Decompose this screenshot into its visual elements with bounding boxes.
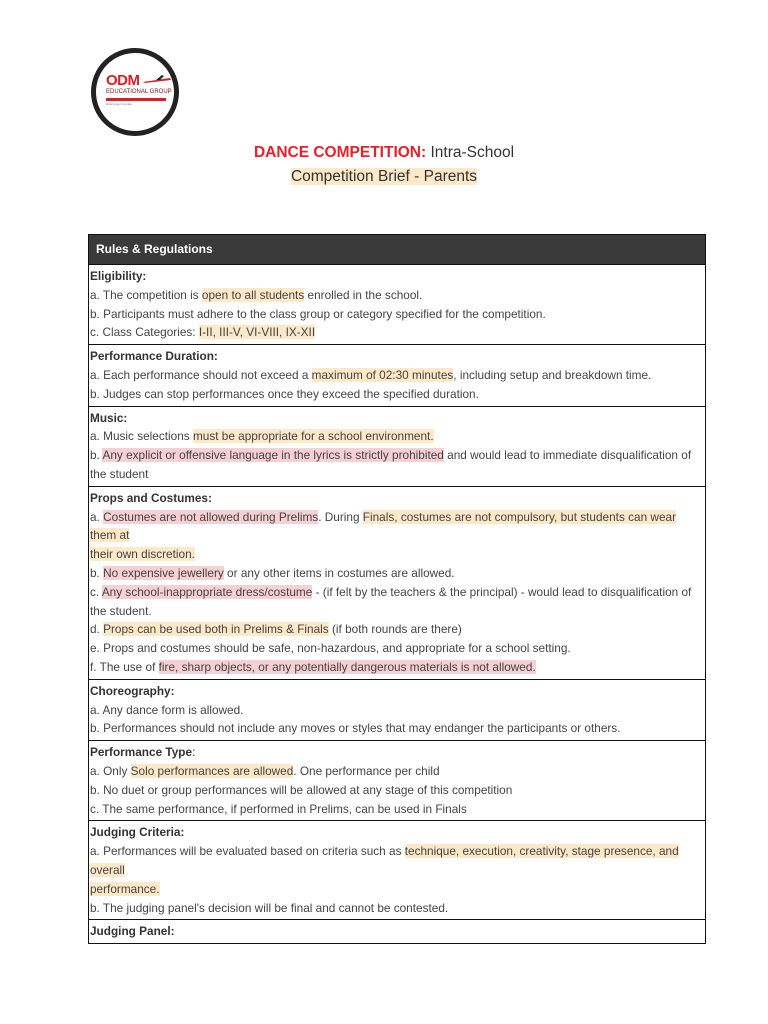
rule-text: b. Participants must adhere to the class group or category specified for the competition. <box>90 306 546 321</box>
rule-line <box>90 719 705 738</box>
rule-line <box>90 545 705 564</box>
rule-text: d. <box>90 622 104 637</box>
rule-line <box>90 564 705 583</box>
rule-line <box>90 781 705 800</box>
rule-line <box>90 701 705 720</box>
page-subtitle <box>0 168 768 186</box>
section-title-text: Music: <box>90 410 128 425</box>
highlighted-text: Costumes are not allowed during Prelims <box>103 509 319 524</box>
highlighted-text: No expensive jewellery <box>103 565 224 580</box>
title-rest: Intra-School <box>426 144 515 161</box>
rule-text: a. Any dance form is allowed. <box>90 702 244 717</box>
rule-line <box>90 842 705 880</box>
rule-line <box>90 800 705 819</box>
rules-table <box>88 234 706 944</box>
highlighted-text: fire, sharp objects, or any potentially dangerous materials is not allowed. <box>158 659 536 674</box>
highlighted-text: I-II, III-V, VI-VIII, IX-XII <box>198 325 316 340</box>
rule-line <box>90 366 705 385</box>
rule-section <box>89 740 705 820</box>
section-title <box>90 347 705 366</box>
rule-line <box>90 639 705 658</box>
section-title <box>90 267 705 286</box>
logo-tagline: Enterprise Innovate <box>106 102 133 106</box>
rule-text: e. Props and costumes should be safe, non-hazardous, and appropriate for a school setting. <box>90 641 571 656</box>
rule-line <box>90 602 705 621</box>
rule-text: the student <box>90 466 149 481</box>
rule-section <box>89 406 705 486</box>
rule-line <box>90 508 705 546</box>
logo-subtitle: EDUCATIONAL GROUP <box>106 89 172 95</box>
section-title <box>90 409 705 428</box>
rule-text: c. <box>90 584 102 599</box>
highlighted-text: maximum of 02:30 minutes <box>311 367 454 382</box>
highlighted-text: Props can be used both in Prelims & Finals <box>103 622 329 637</box>
section-title-text: Eligibility: <box>90 269 147 283</box>
section-title-text: Props and Costumes: <box>90 490 212 505</box>
rule-text: a. Music selections <box>90 429 193 444</box>
rule-section <box>89 679 705 740</box>
highlighted-text: Any school-inappropriate dress/costume <box>101 584 313 599</box>
section-title-text: Performance Type <box>90 745 193 760</box>
rule-text: c. The same performance, if performed in Prelims, can be used in Finals <box>90 801 467 816</box>
rule-text: b. Performances should not include any moves or styles that may endanger the participants or others. <box>90 721 621 736</box>
rule-line <box>90 762 705 781</box>
rule-section <box>89 344 705 405</box>
section-title <box>90 489 705 508</box>
rule-text: (if both rounds are there) <box>328 622 462 637</box>
highlighted-text: Any explicit or offensive language in the lyrics is strictly prohibited <box>102 448 444 463</box>
rule-line <box>90 620 705 639</box>
rule-line <box>90 583 705 602</box>
rule-section <box>89 919 705 943</box>
section-title <box>90 743 705 762</box>
rule-line <box>90 465 705 484</box>
highlighted-text: must be appropriate for a school environment. <box>192 429 434 444</box>
odm-logo <box>91 48 179 136</box>
rule-text: . One performance per child <box>293 763 440 778</box>
rule-text: a. Each performance should not exceed a <box>90 367 312 382</box>
rule-text: . During <box>318 509 363 524</box>
rule-text: b. No duet or group performances will be allowed at any stage of this competition <box>90 782 513 797</box>
rule-text: and would lead to immediate disqualification of <box>443 448 692 463</box>
rule-text: b. <box>90 448 103 463</box>
rule-line <box>90 305 705 324</box>
highlighted-text: their own discretion. <box>90 547 195 562</box>
rule-text: a. Performances will be evaluated based on criteria such as <box>90 844 405 859</box>
section-title <box>90 823 705 842</box>
rule-section <box>89 486 705 679</box>
rule-text: b. Judges can stop performances once they exceed the specified duration. <box>90 386 479 401</box>
section-title <box>90 922 705 941</box>
rule-text: b. The judging panel's decision will be final and cannot be contested. <box>90 900 449 915</box>
highlighted-text: technique, execution, creativity, stage presence, and overall <box>90 844 679 877</box>
section-title-text: Judging Criteria: <box>90 825 185 840</box>
table-heading: Rules & Regulations <box>89 235 705 264</box>
section-title <box>90 682 705 701</box>
subtitle-text: Competition Brief - Parents <box>290 168 478 185</box>
logo-bar <box>106 98 166 101</box>
section-title-suffix: : <box>192 745 196 760</box>
section-title-text: Performance Duration: <box>90 349 218 364</box>
logo-mark: ODM <box>106 72 140 89</box>
highlighted-text: open to all students <box>201 287 305 302</box>
highlighted-text: Finals, costumes are not compulsory, but students can wear them at <box>90 509 676 543</box>
rule-text: b. <box>90 565 104 580</box>
rule-line <box>90 323 705 342</box>
rule-text: the student. <box>90 603 152 618</box>
highlighted-text: performance. <box>90 881 160 896</box>
section-title-text: Judging Panel: <box>90 924 175 939</box>
rule-line <box>90 427 705 446</box>
rule-section <box>89 820 705 919</box>
rule-text: f. The use of <box>90 659 159 674</box>
title-highlight: DANCE COMPETITION: <box>253 144 427 161</box>
rule-text: a. <box>90 509 104 524</box>
rule-text: , including setup and breakdown time. <box>453 367 652 382</box>
rule-line <box>90 658 705 677</box>
plane-icon <box>142 75 172 85</box>
rule-line <box>90 286 705 305</box>
rule-line <box>90 446 705 465</box>
rule-line <box>90 385 705 404</box>
rule-text: c. Class Categories: <box>90 325 199 340</box>
highlighted-text: Solo performances are allowed <box>130 763 294 778</box>
rule-section <box>89 264 705 344</box>
rule-text: a. Only <box>90 763 131 778</box>
rule-text: enrolled in the school. <box>304 287 423 302</box>
section-title-text: Choreography: <box>90 683 175 698</box>
rule-text: a. The competition is <box>90 287 202 302</box>
page-title <box>0 144 768 162</box>
rule-text: - (if felt by the teachers & the principal) - would lead to disqualification of <box>312 584 692 599</box>
rule-text: or any other items in costumes are allowed. <box>223 565 455 580</box>
rule-line <box>90 899 705 918</box>
rule-line <box>90 880 705 899</box>
rules-sections <box>89 264 705 943</box>
